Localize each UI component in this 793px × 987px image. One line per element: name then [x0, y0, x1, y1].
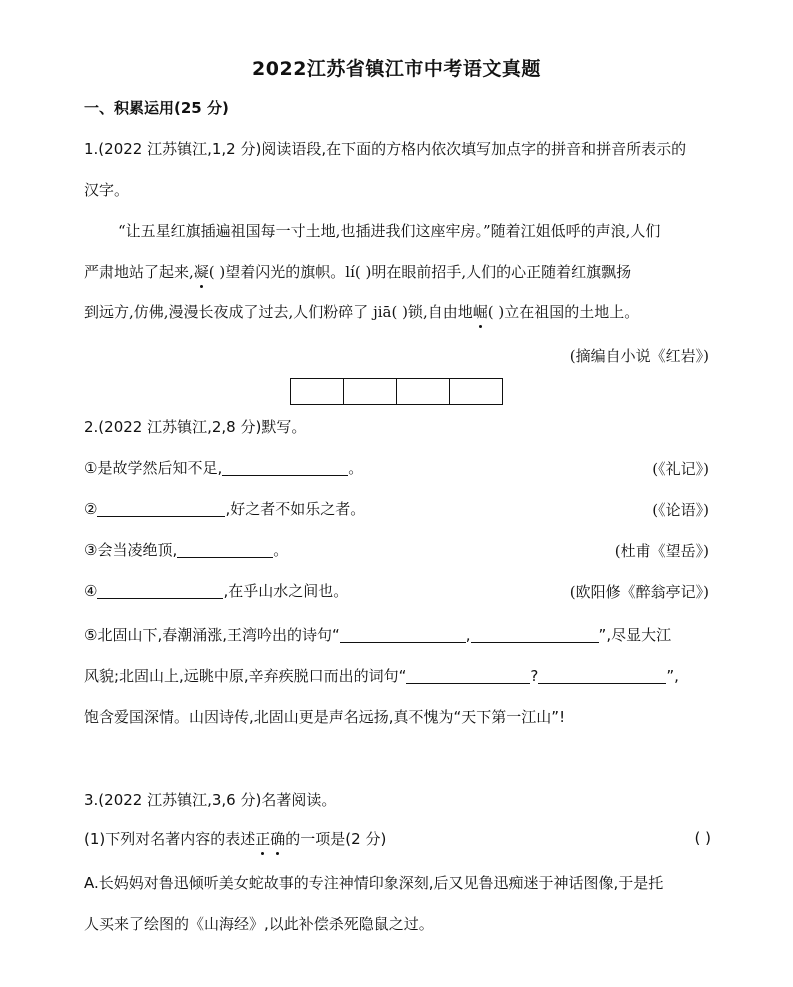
item-text: ①是故学然后知不足,	[84, 459, 223, 477]
answer-blank[interactable]	[471, 626, 599, 643]
answer-grid	[290, 378, 503, 405]
answer-blank[interactable]	[340, 626, 466, 643]
item-text: ③会当凌绝顶,	[84, 541, 178, 559]
dotted-char: 正	[255, 830, 271, 848]
question-1-stem-line1: 1.(2022 江苏镇江,1,2 分)阅读语段,在下面的方格内依次填写加点字的拼音和拼音所表示的	[84, 140, 687, 158]
dictation-item-2	[84, 499, 709, 519]
item-text: ?	[530, 667, 539, 685]
answer-blank[interactable]	[97, 582, 223, 599]
answer-blank[interactable]	[222, 459, 348, 476]
answer-cell[interactable]	[290, 378, 344, 405]
item-source: (欧阳修《醉翁亭记》)	[569, 583, 709, 601]
item-text: 风貌;北固山上,远眺中原,辛弃疾脱口而出的词句“	[84, 667, 407, 685]
passage-line3	[84, 302, 709, 322]
answer-cell[interactable]	[343, 378, 397, 405]
passage-line1: “让五星红旗插遍祖国每一寸土地,也插进我们这座牢房。”随着江姐低呼的声浪,人们	[118, 222, 661, 240]
answer-blank[interactable]	[406, 667, 530, 684]
item-text: ”,尽显大江	[598, 626, 672, 644]
question-1-stem-line2: 汉字。	[84, 181, 130, 199]
page-title: 2022江苏省镇江市中考语文真题	[252, 58, 541, 80]
item-text: ”,	[666, 667, 679, 685]
question-2-stem: 2.(2022 江苏镇江,2,8 分)默写。	[84, 418, 307, 436]
section-heading: 一、积累运用(25 分)	[84, 99, 229, 117]
item-text: 。	[273, 541, 289, 559]
passage-text: 严肃地站了起来,	[84, 263, 194, 281]
passage-line2	[84, 262, 709, 282]
dotted-char: 崛	[472, 303, 488, 321]
option-a-line1: A.长妈妈对鲁迅倾听美女蛇故事的专注神情印象深刻,后又见鲁迅痴迷于神话图像,于是托	[84, 874, 664, 892]
answer-cell[interactable]	[396, 378, 450, 405]
item-text: ,好之者不如乐之者。	[225, 500, 366, 518]
item-text: 。	[348, 459, 364, 477]
answer-blank[interactable]	[97, 500, 225, 517]
answer-blank[interactable]	[538, 667, 666, 684]
answer-cell[interactable]	[449, 378, 503, 405]
passage-text: 到远方,仿佛,漫漫长夜成了过去,人们粉碎了 jiā( )锁,自由地	[84, 303, 473, 321]
dictation-item-5-line3: 饱含爱国深情。山因诗传,北固山更是声名远扬,真不愧为“天下第一江山”!	[84, 708, 566, 726]
passage-text: ( )望着闪光的旗帜。lí( )明在眼前招手,人们的心正随着红旗飘扬	[208, 263, 632, 281]
question-3-stem: 3.(2022 江苏镇江,3,6 分)名著阅读。	[84, 791, 337, 809]
item-text: ④	[84, 582, 98, 600]
item-text: ②	[84, 500, 98, 518]
item-source: (杜甫《望岳》)	[614, 542, 709, 560]
answer-blank[interactable]	[177, 541, 273, 558]
item-source: (《论语》)	[652, 501, 709, 519]
item-text: ,	[465, 626, 471, 644]
dictation-item-5-line1	[84, 625, 709, 645]
dictation-item-5-line2	[84, 666, 709, 686]
question-3-sub1	[84, 829, 709, 849]
dotted-char: 确	[270, 830, 286, 848]
item-text: ⑤北固山下,春潮涌涨,王湾吟出的诗句“	[84, 626, 340, 644]
answer-parentheses[interactable]: ( )	[694, 829, 711, 847]
passage-text: ( )立在祖国的土地上。	[487, 303, 640, 321]
item-text: (1)下列对名著内容的表述	[84, 830, 256, 848]
passage-source: (摘编自小说《红岩》)	[569, 347, 709, 365]
dotted-char: 凝	[193, 263, 209, 281]
dictation-item-1	[84, 458, 709, 478]
item-text: ,在乎山水之间也。	[223, 582, 349, 600]
option-a-line2: 人买来了绘图的《山海经》,以此补偿杀死隐鼠之过。	[84, 915, 434, 933]
item-text: 的一项是(2 分)	[285, 830, 387, 848]
item-source: (《礼记》)	[652, 460, 709, 478]
